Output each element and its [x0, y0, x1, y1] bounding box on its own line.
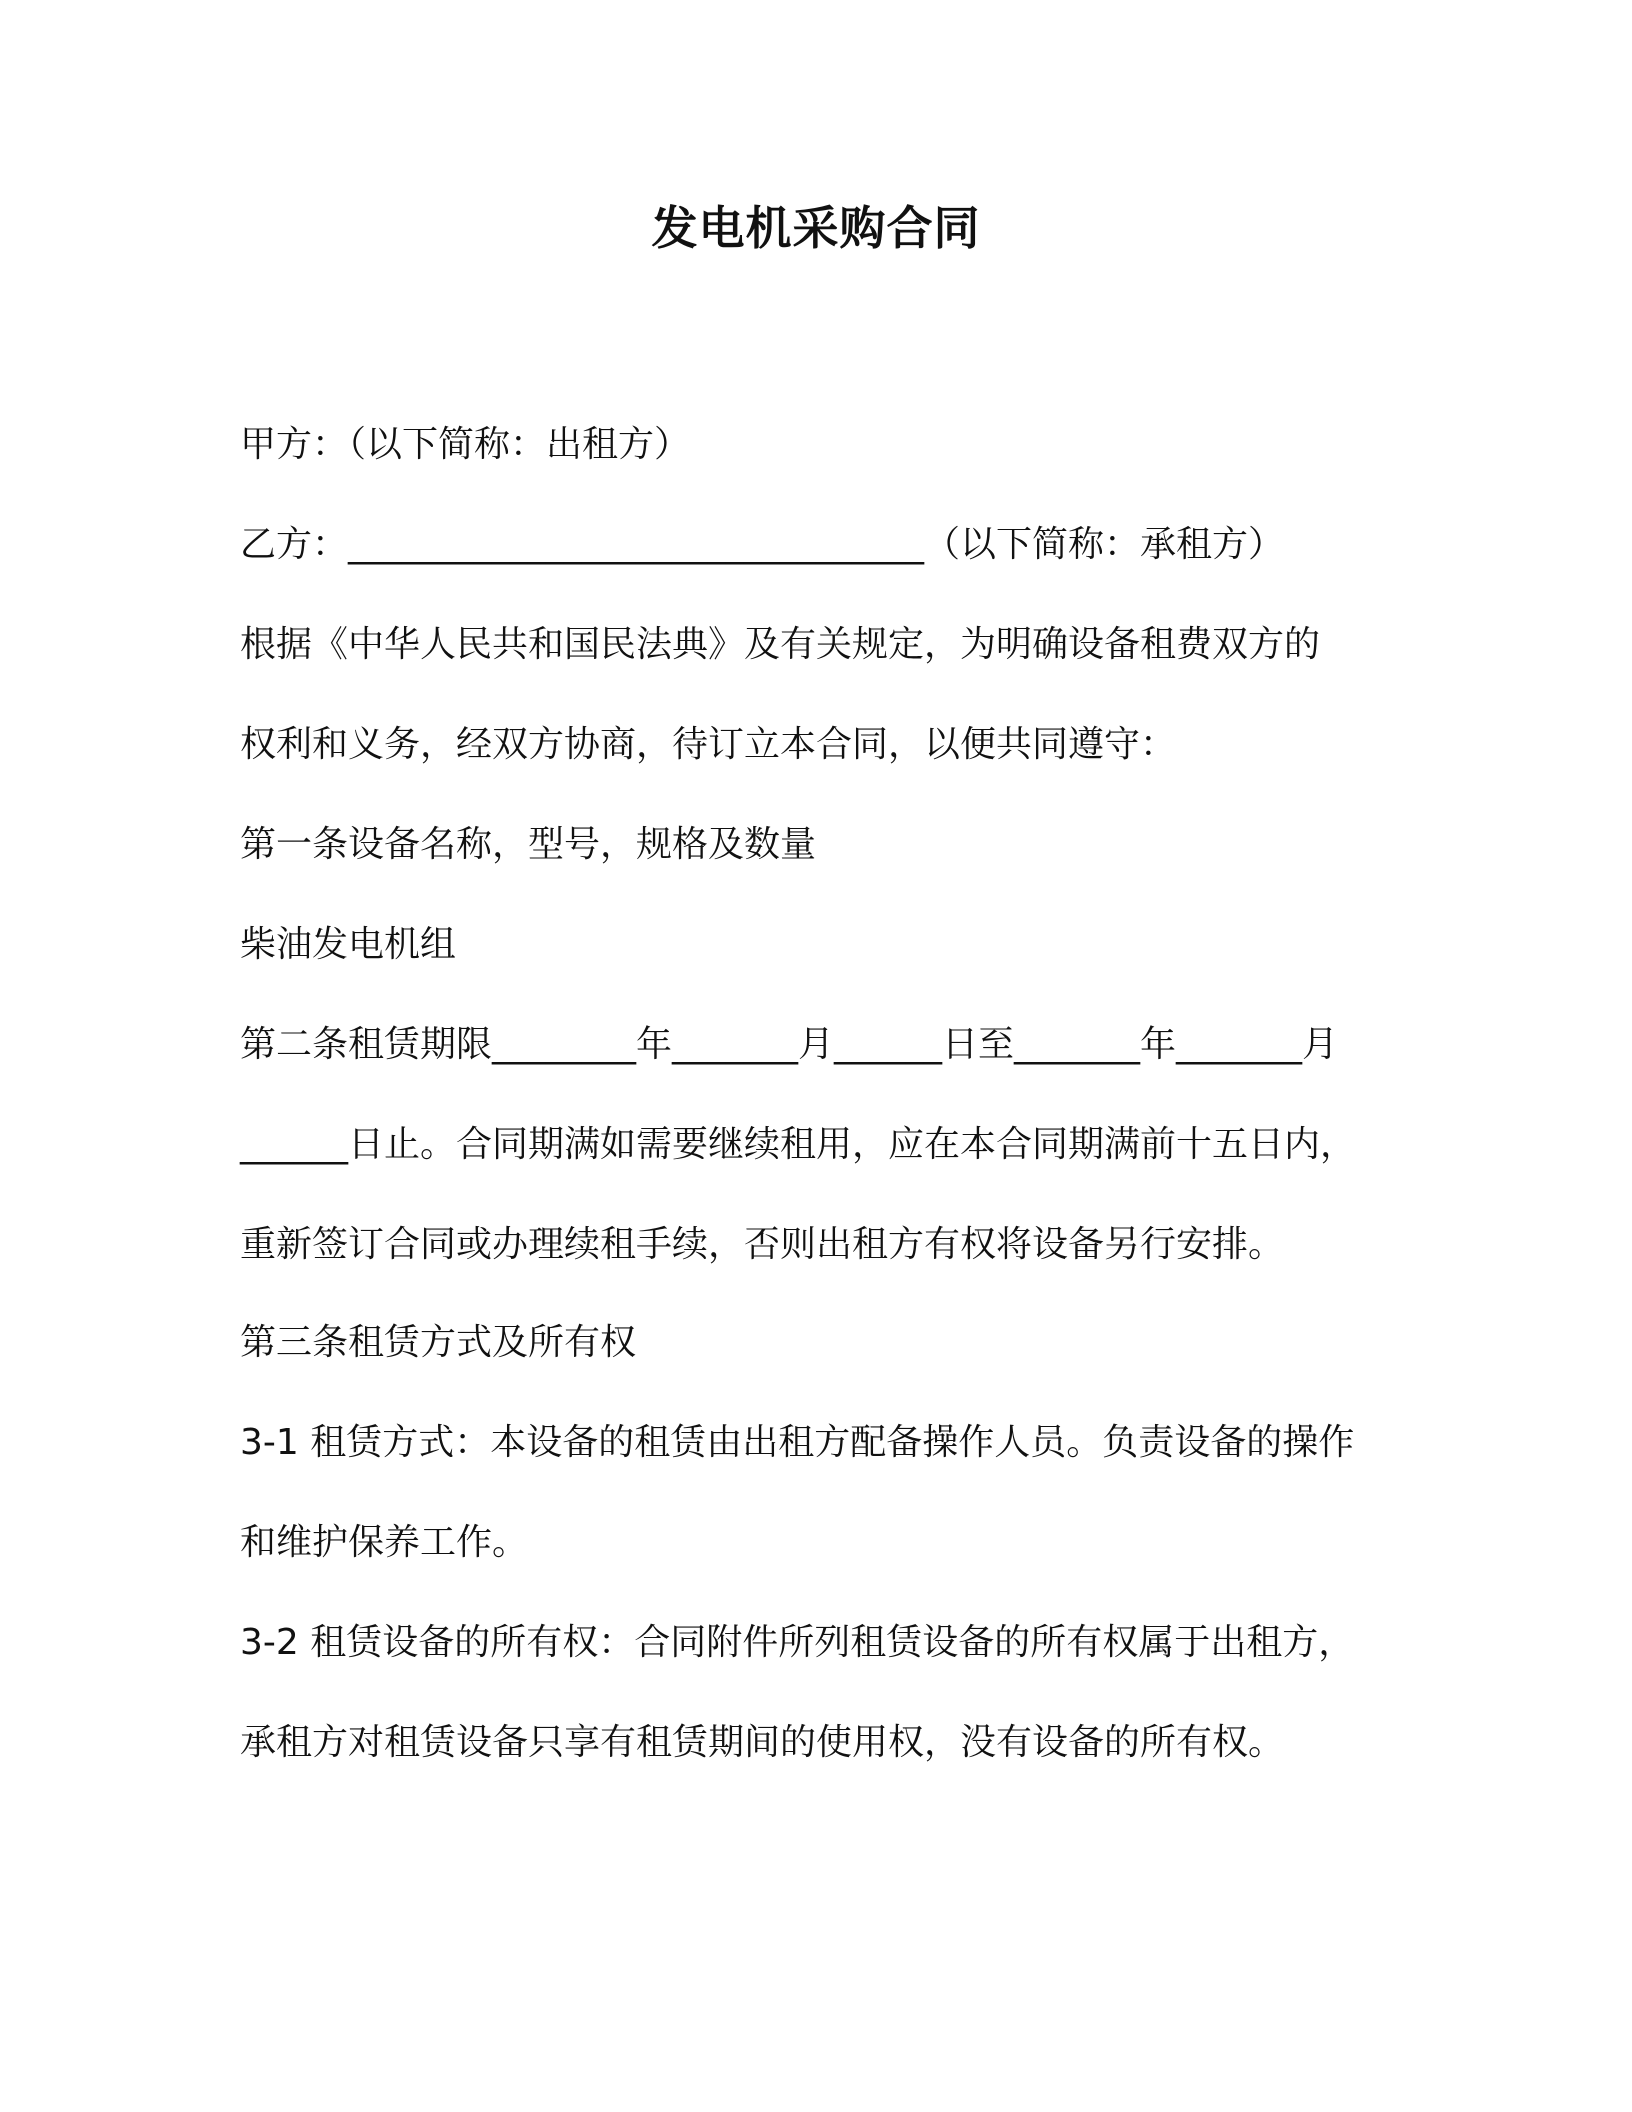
party-a-line: 甲方：（以下简称：出租方） — [240, 424, 691, 465]
clause-3-1-line-1: 3-1 租赁方式：本设备的租赁由出租方配备操作人员。负责设备的操作 — [240, 1422, 1355, 1463]
article-2-line-1: 第二条租赁期限________年_______月______日至_______年_______月 — [240, 1024, 1339, 1065]
document-title: 发电机采购合同 — [651, 201, 981, 255]
clause-3-2-line-2: 承租方对租赁设备只享有租赁期间的使用权，没有设备的所有权。 — [240, 1722, 1285, 1763]
article-3-heading: 第三条租赁方式及所有权 — [240, 1322, 637, 1363]
preamble-line-1: 根据《中华人民共和国民法典》及有关规定，为明确设备租费双方的 — [240, 624, 1321, 665]
party-b-line: 乙方：________________________________（以下简称：承租方） — [240, 524, 1285, 565]
preamble-line-2: 权利和义务，经双方协商，待订立本合同，以便共同遵守： — [240, 724, 1177, 765]
clause-3-1-line-2: 和维护保养工作。 — [240, 1522, 529, 1563]
clause-3-2-line-1: 3-2 租赁设备的所有权：合同附件所列租赁设备的所有权属于出租方， — [240, 1622, 1355, 1663]
article-1-item: 柴油发电机组 — [240, 924, 457, 965]
article-1-heading: 第一条设备名称，型号，规格及数量 — [240, 824, 817, 865]
article-2-line-3: 重新签订合同或办理续租手续，否则出租方有权将设备另行安排。 — [240, 1224, 1285, 1265]
article-2-line-2: ______日止。合同期满如需要继续租用，应在本合同期满前十五日内， — [240, 1124, 1357, 1165]
